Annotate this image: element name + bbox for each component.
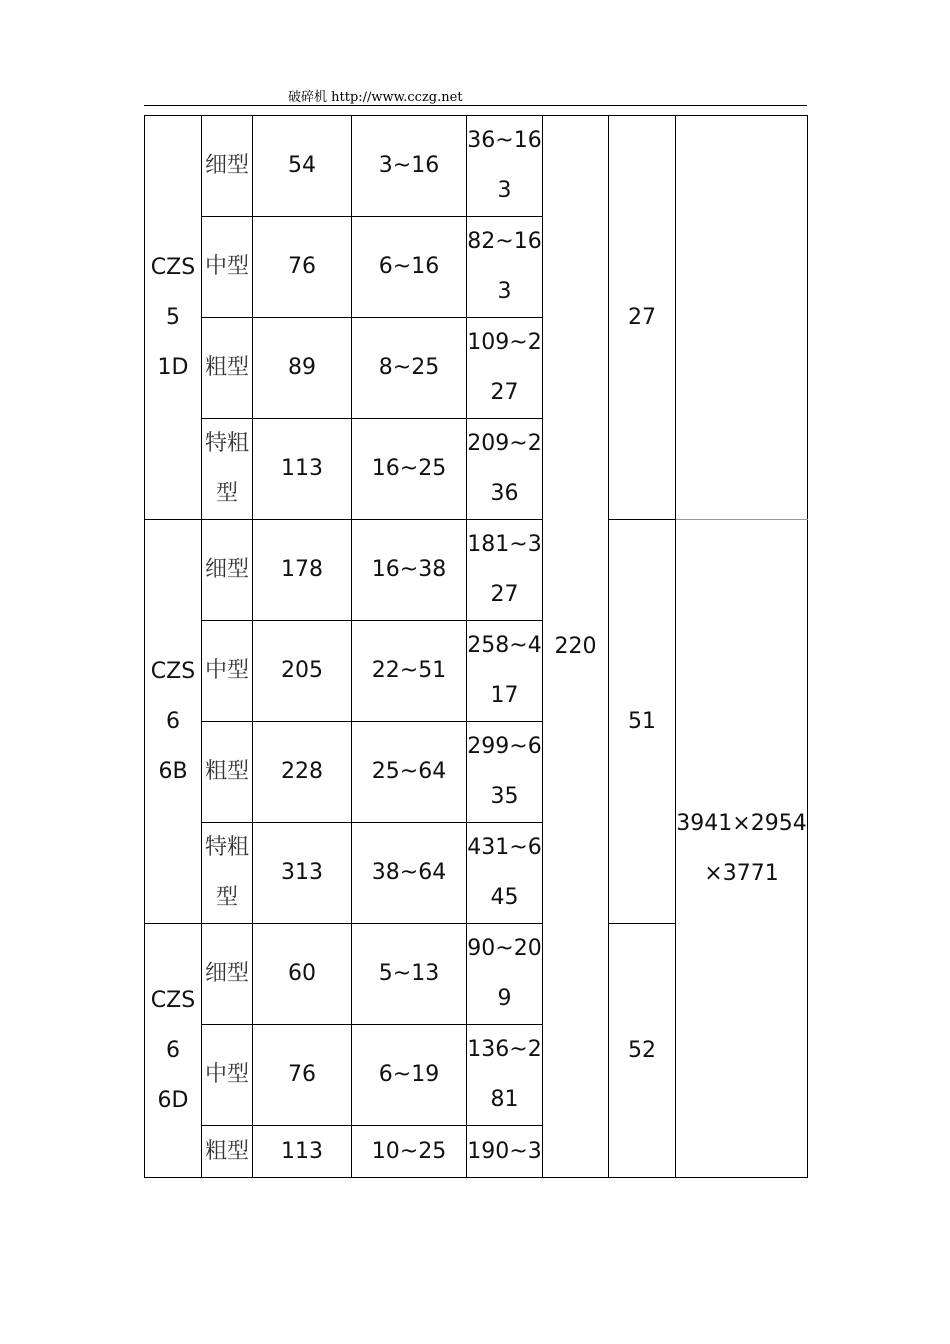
- range-cell: 136~2 81: [467, 1025, 543, 1126]
- range-cell: 6~19: [352, 1025, 467, 1126]
- range-cell: 16~38: [352, 520, 467, 621]
- power-cell: 220: [543, 116, 609, 1178]
- type-cell: 特粗 型: [202, 823, 253, 924]
- range-cell: 181~3 27: [467, 520, 543, 621]
- weight-cell: 51: [609, 520, 676, 924]
- range-cell: 299~6 35: [467, 722, 543, 823]
- value-cell: 313: [253, 823, 352, 924]
- value-cell: 54: [253, 116, 352, 217]
- value-cell: 113: [253, 419, 352, 520]
- dimension-cell-empty: [676, 116, 808, 520]
- range-cell: 8~25: [352, 318, 467, 419]
- page-header: 破碎机 http://www.cczg.net: [288, 90, 463, 105]
- dimension-cell: 3941×2954 ×3771: [676, 520, 808, 1178]
- type-cell: 中型: [202, 217, 253, 318]
- type-cell: 特粗 型: [202, 419, 253, 520]
- range-cell: 6~16: [352, 217, 467, 318]
- range-cell: 258~4 17: [467, 621, 543, 722]
- range-cell: 82~16 3: [467, 217, 543, 318]
- range-cell: 25~64: [352, 722, 467, 823]
- type-cell: 细型: [202, 116, 253, 217]
- value-cell: 228: [253, 722, 352, 823]
- range-cell: 16~25: [352, 419, 467, 520]
- value-cell: 76: [253, 1025, 352, 1126]
- spec-table: [144, 115, 808, 1178]
- value-cell: 89: [253, 318, 352, 419]
- weight-cell: 27: [609, 116, 676, 520]
- table-row: [145, 116, 808, 217]
- value-cell: 76: [253, 217, 352, 318]
- type-cell: 中型: [202, 621, 253, 722]
- value-cell: 178: [253, 520, 352, 621]
- model-cell: CZS6 6B: [145, 520, 202, 924]
- range-cell: 36~16 3: [467, 116, 543, 217]
- type-cell: 细型: [202, 520, 253, 621]
- range-cell: 22~51: [352, 621, 467, 722]
- range-cell: 38~64: [352, 823, 467, 924]
- range-cell: 190~3: [467, 1126, 543, 1178]
- type-cell: 细型: [202, 924, 253, 1025]
- range-cell: 431~6 45: [467, 823, 543, 924]
- table-row: [145, 520, 808, 621]
- header-rule: [144, 105, 807, 106]
- type-cell: 粗型: [202, 722, 253, 823]
- range-cell: 209~2 36: [467, 419, 543, 520]
- range-cell: 10~25: [352, 1126, 467, 1178]
- value-cell: 60: [253, 924, 352, 1025]
- range-cell: 109~2 27: [467, 318, 543, 419]
- type-cell: 粗型: [202, 1126, 253, 1178]
- model-cell: CZS5 1D: [145, 116, 202, 520]
- range-cell: 3~16: [352, 116, 467, 217]
- type-cell: 中型: [202, 1025, 253, 1126]
- range-cell: 90~20 9: [467, 924, 543, 1025]
- model-cell: CZS6 6D: [145, 924, 202, 1178]
- weight-cell: 52: [609, 924, 676, 1178]
- range-cell: 5~13: [352, 924, 467, 1025]
- type-cell: 粗型: [202, 318, 253, 419]
- value-cell: 113: [253, 1126, 352, 1178]
- value-cell: 205: [253, 621, 352, 722]
